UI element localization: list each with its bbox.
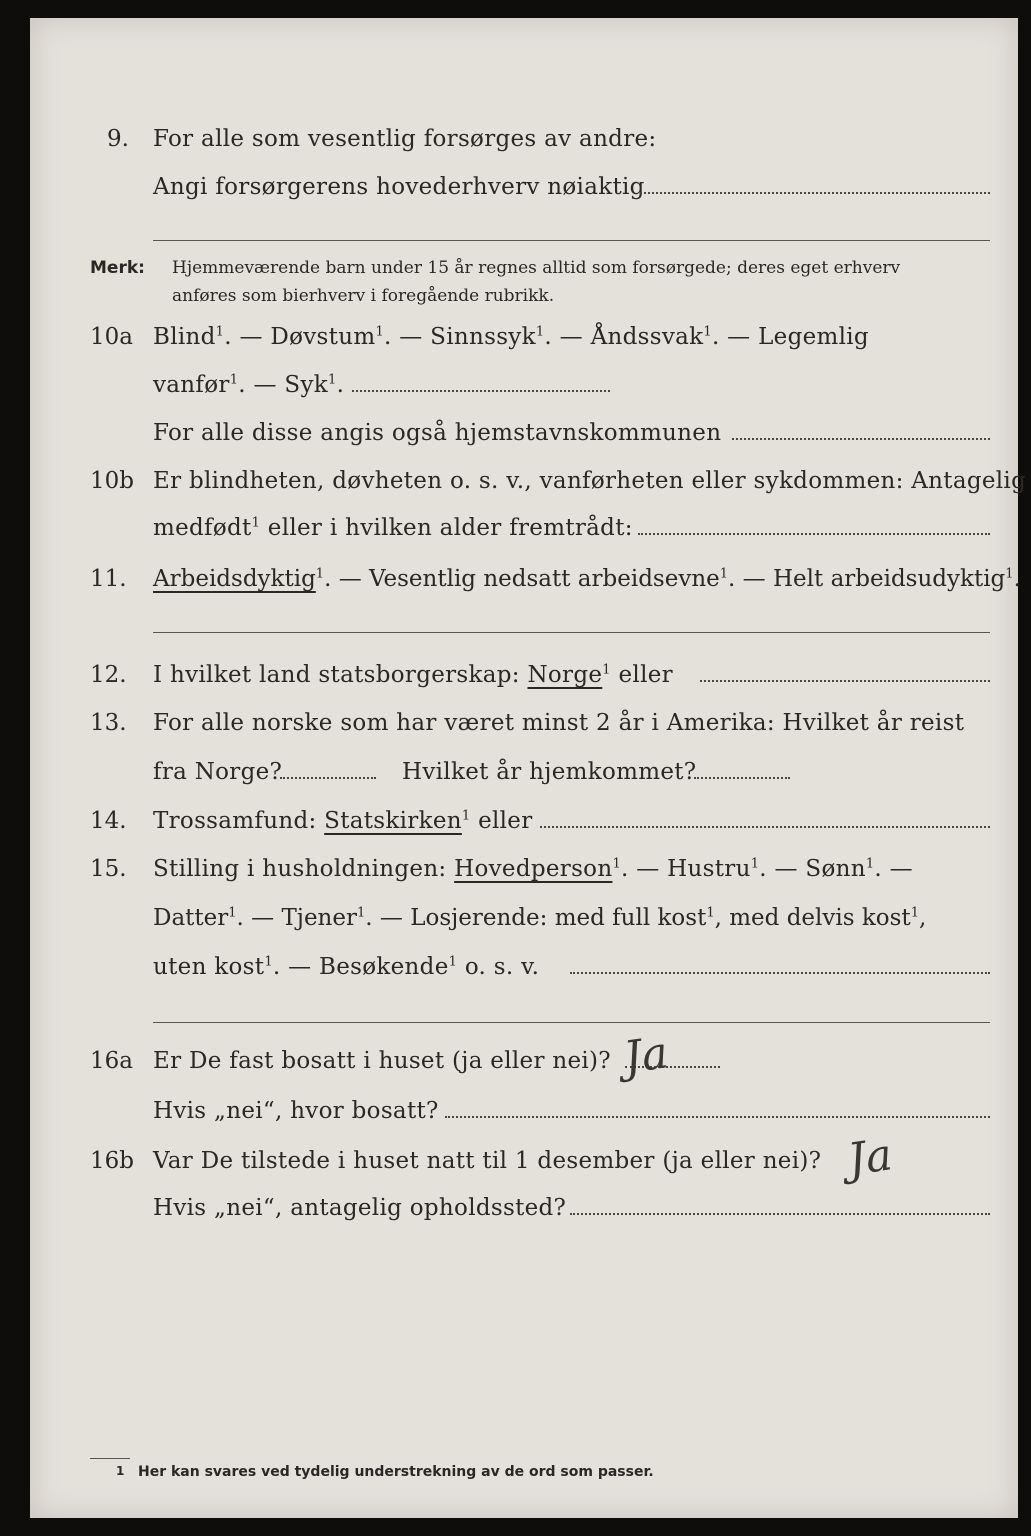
- q11-line: Arbeidsdyktig$^1$. — Vesentlig nedsatt arbeidsevne$^1$. — Helt arbeidsudyktig$^1$.: [153, 566, 1021, 592]
- q16a-number: 16a: [90, 1048, 133, 1074]
- option-statskirken[interactable]: Statskirken: [324, 808, 462, 834]
- q12-line: I hvilket land statsborgerskap: Norge$^1$ eller: [153, 662, 673, 688]
- option-fullkost[interactable]: med full kost: [554, 905, 707, 931]
- q10a-line1: Blind$^1$. — Døvstum$^1$. — Sinnssyk$^1$. — Åndssvak$^1$. — Legemlig: [153, 324, 869, 350]
- option-legemlig[interactable]: Legemlig: [758, 324, 869, 350]
- q9-answer-field[interactable]: [640, 192, 990, 194]
- q15-answer-field[interactable]: [570, 972, 990, 974]
- q9-answer-line[interactable]: [153, 240, 990, 241]
- q16b-opholdssted-field[interactable]: [570, 1213, 990, 1215]
- option-besokende[interactable]: Besøkende: [319, 954, 449, 980]
- option-sinnssyk[interactable]: Sinnssyk: [430, 324, 536, 350]
- q13-hjem: Hvilket år hjemkommet?: [402, 759, 697, 785]
- option-udyktig[interactable]: Helt arbeidsudyktig: [772, 566, 1006, 592]
- q10b-answer-field[interactable]: [638, 533, 990, 535]
- q12-number: 12.: [90, 662, 127, 688]
- option-medfodt[interactable]: medfødt: [153, 515, 252, 541]
- option-vanfor[interactable]: vanfør: [153, 372, 230, 398]
- option-losjerende[interactable]: Losjerende:: [410, 905, 548, 931]
- option-tjener[interactable]: Tjener: [281, 905, 357, 931]
- merk-line2: anføres som bierhverv i foregående rubrikk.: [172, 286, 555, 306]
- option-arbeidsdyktig[interactable]: Arbeidsdyktig: [153, 566, 316, 592]
- q10a-line2: vanfør$^1$. — Syk$^1$.: [153, 372, 345, 398]
- q9-line2: Angi forsørgerens hovederhverv nøiaktig: [153, 174, 645, 200]
- footnote-rule: [90, 1458, 130, 1459]
- option-sonn[interactable]: Sønn: [805, 856, 866, 882]
- option-norge[interactable]: Norge: [527, 662, 603, 688]
- q11-number: 11.: [90, 566, 127, 592]
- q15-answer-line[interactable]: [153, 1022, 990, 1023]
- merk-line1: Hjemmeværende barn under 15 år regnes alltid som forsørgede; deres eget erhverv: [172, 258, 901, 278]
- option-andssvak[interactable]: Åndssvak: [590, 324, 704, 350]
- option-blind[interactable]: Blind: [153, 324, 216, 350]
- q13-hjem-field[interactable]: [694, 777, 790, 779]
- q15-number: 15.: [90, 856, 127, 882]
- q14-line: Trossamfund: Statskirken$^1$ eller: [153, 808, 533, 834]
- option-nedsatt[interactable]: Vesentlig nedsatt arbeidsevne: [369, 566, 720, 592]
- q14-number: 14.: [90, 808, 127, 834]
- footnote-mark: 1: [116, 1464, 125, 1478]
- q16b-line2: Hvis „nei“, antagelig opholdssted?: [153, 1195, 567, 1221]
- option-datter[interactable]: Datter: [153, 905, 229, 931]
- q10b-number: 10b: [90, 468, 134, 494]
- q16b-line1: Var De tilstede i huset natt til 1 desember (ja eller nei)?: [153, 1148, 822, 1174]
- q11-answer-line[interactable]: [153, 632, 990, 633]
- q10a-hjemstavn-field[interactable]: [732, 438, 990, 440]
- q15-line3: uten kost$^1$. — Besøkende$^1$ o. s. v.: [153, 954, 540, 980]
- q13-fra: fra Norge?: [153, 759, 283, 785]
- option-delviskost[interactable]: med delvis kost: [729, 905, 911, 931]
- option-dovstum[interactable]: Døvstum: [270, 324, 376, 350]
- q10b-line2: medfødt$^1$ eller i hvilken alder fremtrådt:: [153, 515, 633, 541]
- q16a-bosatt-field[interactable]: [445, 1116, 990, 1118]
- q10b-line1: Er blindheten, døvheten o. s. v., vanførheten eller sykdommen: Antagelig: [153, 468, 1027, 494]
- q16a-line2: Hvis „nei“, hvor bosatt?: [153, 1098, 439, 1124]
- q9-number: 9.: [107, 126, 129, 152]
- q13-fra-field[interactable]: [280, 777, 376, 779]
- option-hustru[interactable]: Hustru: [667, 856, 751, 882]
- q16b-number: 16b: [90, 1148, 134, 1174]
- q15-line1: Stilling i husholdningen: Hovedperson$^1$. — Hustru$^1$. — Sønn$^1$. —: [153, 856, 913, 882]
- q12-answer-field[interactable]: [700, 680, 990, 682]
- merk-label: Merk:: [90, 258, 145, 278]
- q9-line1: For alle som vesentlig forsørges av andre:: [153, 126, 657, 152]
- q13-line1: For alle norske som har været minst 2 år i Amerika: Hvilket år reist: [153, 710, 965, 736]
- q15-line2: Datter$^1$. — Tjener$^1$. — Losjerende: med full kost$^1$, med delvis kost$^1$,: [153, 905, 927, 931]
- option-syk[interactable]: Syk: [284, 372, 328, 398]
- q14-answer-field[interactable]: [540, 826, 990, 828]
- option-utenkost[interactable]: uten kost: [153, 954, 265, 980]
- q13-number: 13.: [90, 710, 127, 736]
- q10a-number: 10a: [90, 324, 133, 350]
- q16a-line1: Er De fast bosatt i huset (ja eller nei)?: [153, 1048, 611, 1074]
- footnote-text: Her kan svares ved tydelig understrekning av de ord som passer.: [138, 1464, 654, 1480]
- q16a-handwritten-answer: Ja: [620, 1027, 672, 1084]
- option-hovedperson[interactable]: Hovedperson: [454, 856, 613, 882]
- q16b-handwritten-answer: Ja: [844, 1129, 896, 1186]
- q10a-answer-field[interactable]: [352, 390, 610, 392]
- q10a-line3: For alle disse angis også hjemstavnskommunen: [153, 420, 722, 446]
